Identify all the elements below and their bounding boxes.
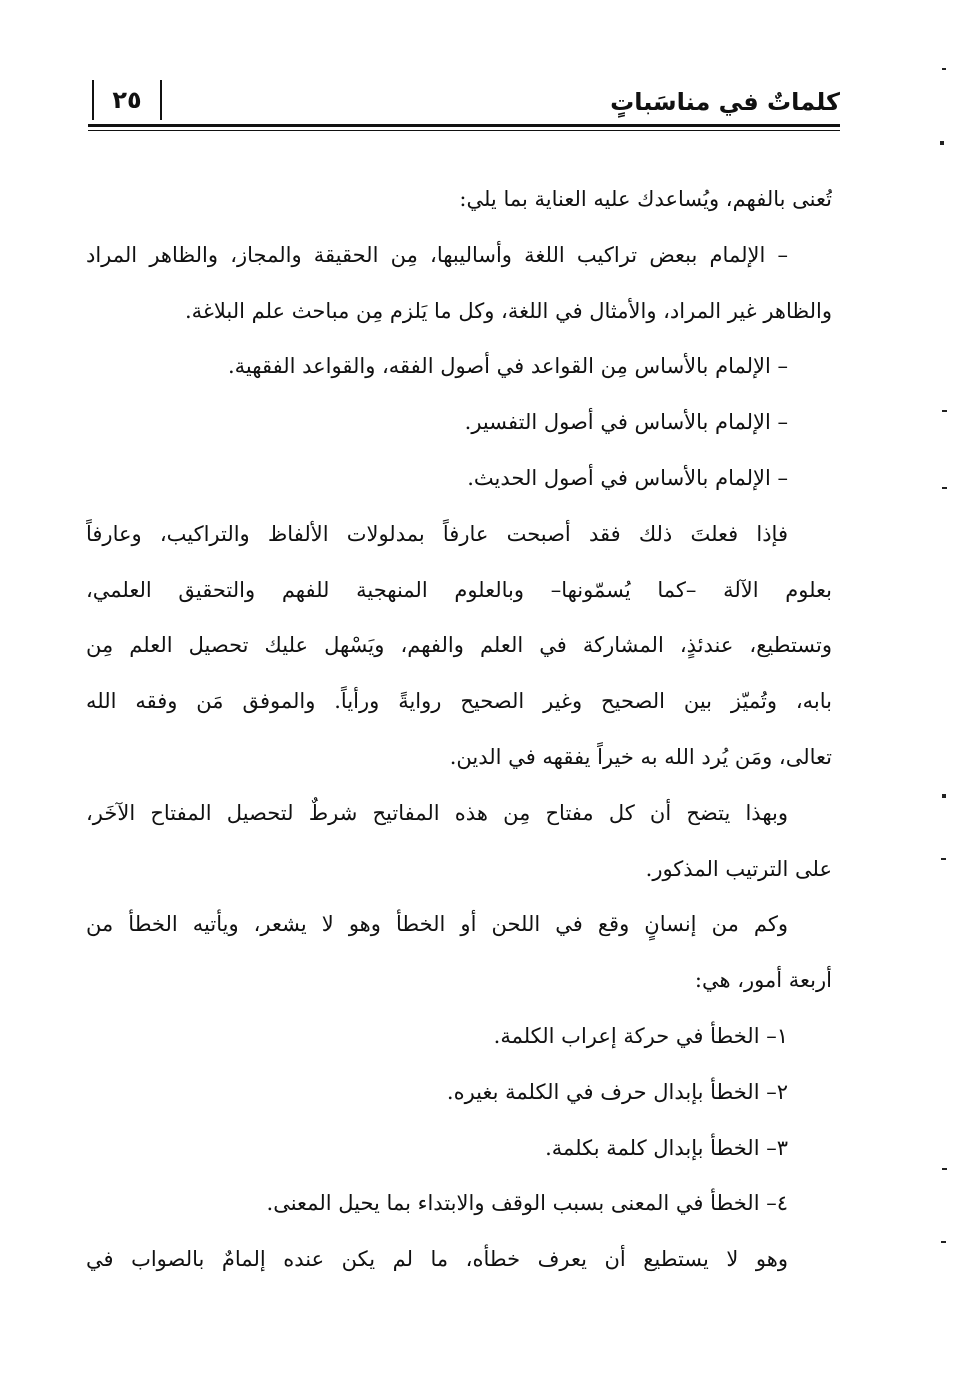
text-line: بابه، وتُميّز بين الصحيح وغير الصحيح روايةً ورأياً. والموفق مَن وفقه الله <box>86 689 832 714</box>
header-rule-thick <box>88 124 840 127</box>
text-line: – الإلمام ببعض تراكيب اللغة وأساليبها، مِن الحقيقة والمجاز، والظاهر المراد <box>86 242 788 267</box>
margin-mark <box>941 858 946 860</box>
text-line: أربعة أمور، هي: <box>694 968 832 993</box>
page-number: ٢٥ <box>112 86 142 114</box>
text-line: وبهذا يتضح أن كل مفتاح مِن هذه المفاتيح شرطٌ لتحصيل المفتاح الآخَر، <box>86 800 788 825</box>
header-rule-thin <box>88 130 840 131</box>
text-line: ٣– الخطأ بإبدال كلمة بكلمة. <box>545 1135 788 1160</box>
text-line: وهو لا يستطيع أن يعرف خطأه، ما لم يكن عنده إلمامٌ بالصواب في <box>86 1247 788 1272</box>
text-line: والظاهر غير المراد، والأمثال في اللغة، وكل ما يَلزم مِن مباحث علم البلاغة. <box>184 298 832 323</box>
margin-mark <box>940 141 944 145</box>
margin-mark <box>942 410 947 412</box>
text-line: وكم من إنسانٍ وقع في اللحن أو الخطأ وهو لا يشعر، ويأتيه الخطأ من <box>86 912 788 937</box>
text-line: ١– الخطأ في حركة إعراب الكلمة. <box>493 1023 788 1048</box>
text-line: – الإلمام بالأساس مِن القواعد في أصول الفقه، والقواعد الفقهية. <box>228 354 788 379</box>
text-line: وتستطيع، عندئذٍ، المشاركة في العلم والفهم، ويَسْهل عليك تحصيل العلم مِن <box>86 633 832 658</box>
text-line: ٢– الخطأ بإبدال حرف في الكلمة بغيره. <box>446 1079 788 1104</box>
running-title: كلماتٌ في مناسَباتٍ <box>610 88 840 116</box>
body-text <box>86 172 832 1288</box>
margin-mark <box>942 794 946 798</box>
text-line: فإذا فعلتَ ذلك فقد أصبحت عارفاً بمدلولات الألفاظ والتراكيب، وعارفاً <box>86 521 788 546</box>
page-number-box <box>92 80 162 120</box>
margin-mark <box>942 487 947 489</box>
text-line: تُعنى بالفهم، ويُساعدك عليه العناية بما يلي: <box>459 187 832 211</box>
text-line: – الإلمام بالأساس في أصول التفسير. <box>464 410 788 435</box>
text-line: تعالى، ومَن يُرد الله به خيراً يفقهه في الدين. <box>449 744 832 769</box>
text-line: ٤– الخطأ في المعنى بسبب الوقف والابتداء بما يحيل المعنى. <box>266 1191 788 1216</box>
text-line: بعلوم الآلة –كما يُسمّونها– وبالعلوم المنهجية للفهم والتحقيق العلمي، <box>86 577 832 602</box>
text-line: – الإلمام بالأساس في أصول الحديث. <box>467 465 788 490</box>
margin-mark <box>942 68 946 70</box>
page-header <box>88 80 840 126</box>
text-line: على الترتيب المذكور. <box>645 856 832 881</box>
margin-mark <box>942 1168 947 1170</box>
margin-mark <box>941 1241 946 1243</box>
